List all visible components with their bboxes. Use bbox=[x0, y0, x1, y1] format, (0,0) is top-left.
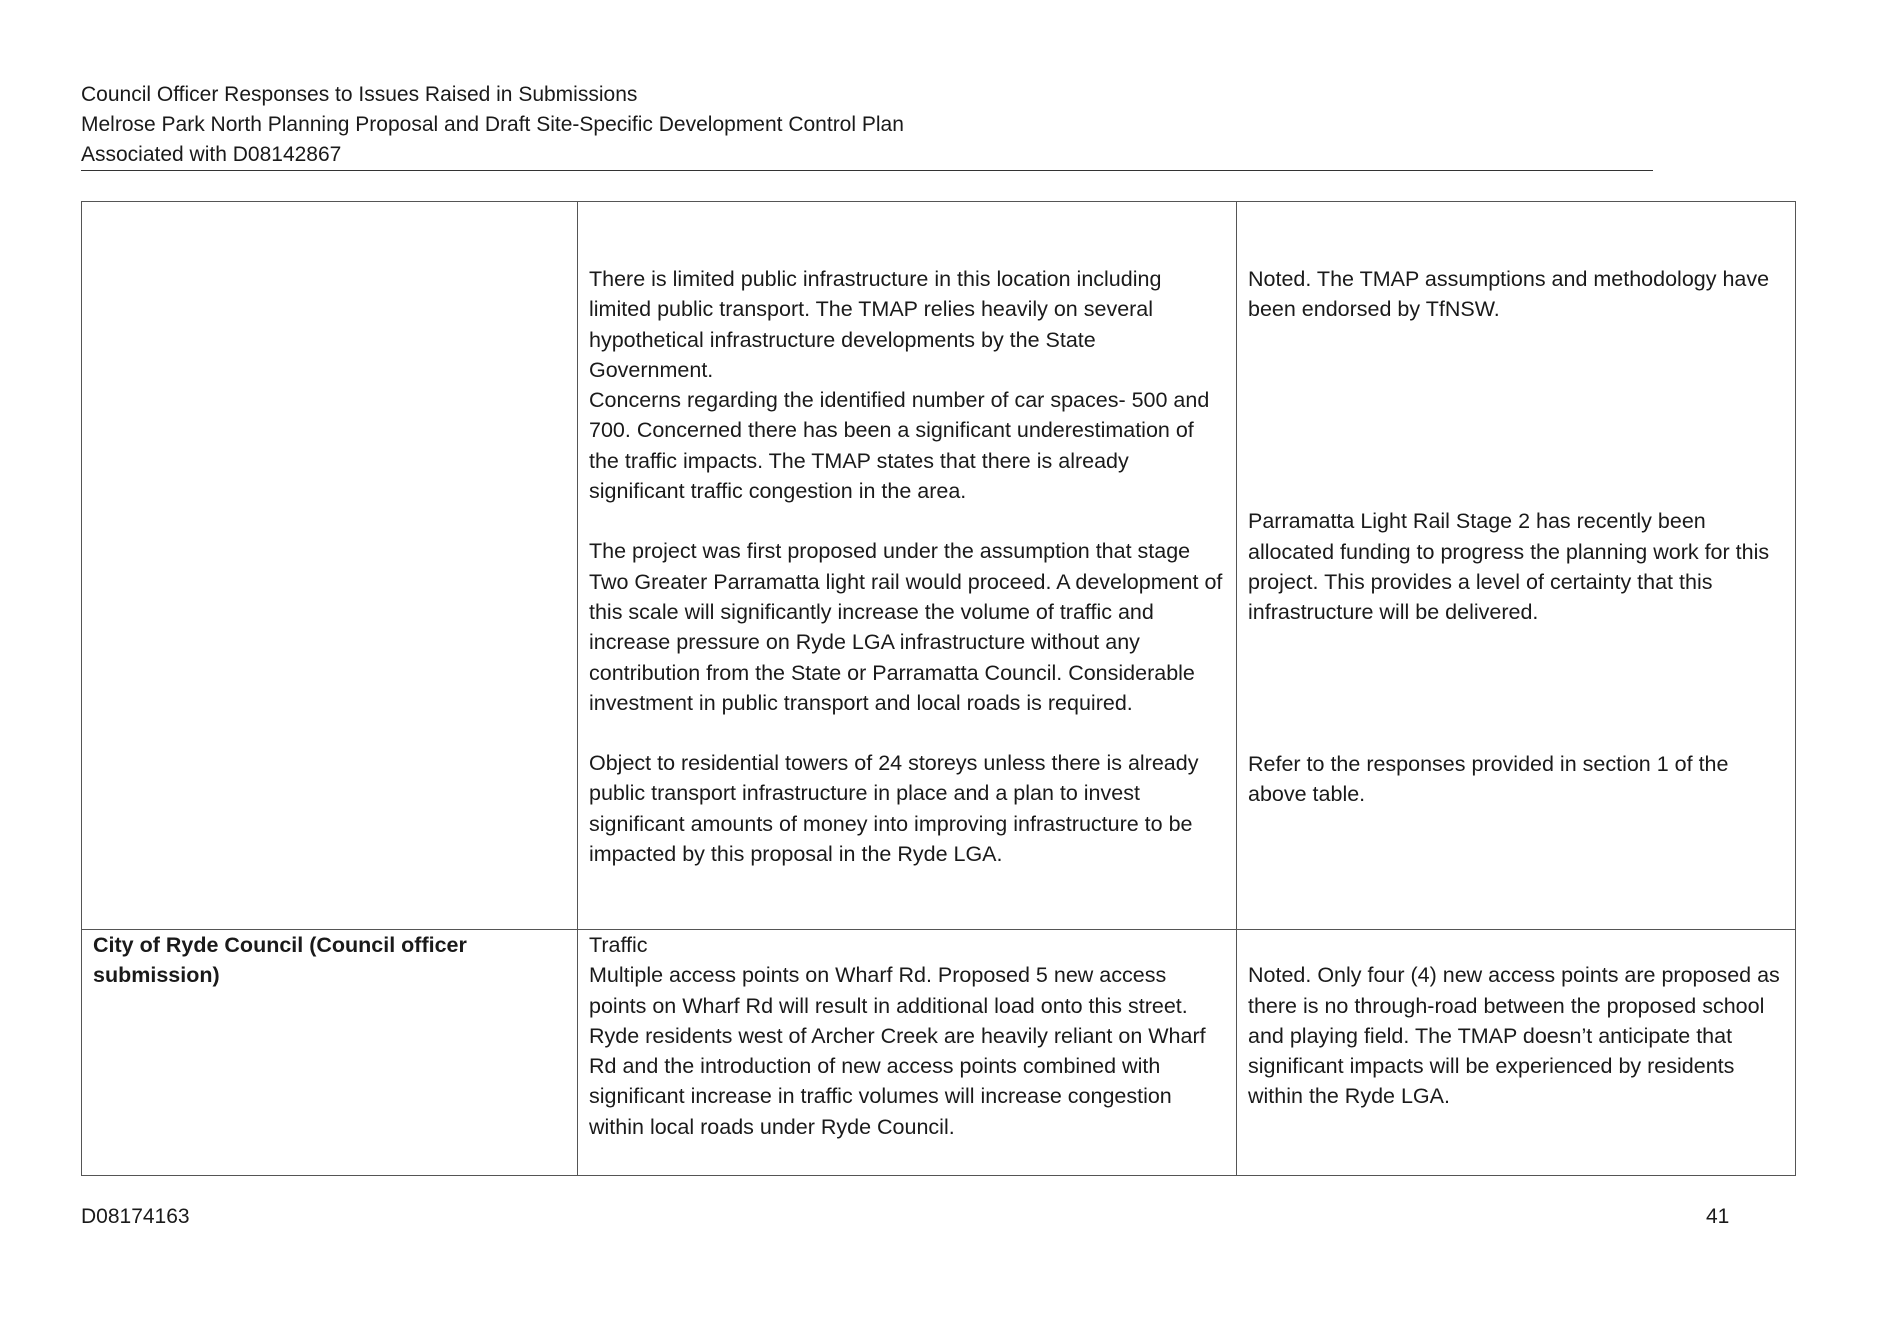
header-title: Council Officer Responses to Issues Raised in Submissions bbox=[81, 83, 638, 106]
header-subtitle: Melrose Park North Planning Proposal and Draft Site-Specific Development Control Plan bbox=[81, 113, 904, 136]
issue-heading: Traffic bbox=[589, 933, 648, 957]
issue-text: There is limited public infrastructure in this location including limited public transport. The TMAP relies heavily on several hypothetical infrastructure developments by the State Government. bbox=[589, 267, 1162, 382]
header-reference: Associated with D08142867 bbox=[81, 143, 342, 166]
page-number: 41 bbox=[1706, 1205, 1730, 1228]
header-divider bbox=[81, 170, 1653, 171]
response-cell bbox=[1237, 930, 1796, 1176]
submitter-cell bbox=[82, 930, 578, 1176]
submissions-table bbox=[81, 201, 1796, 1176]
response-text: Refer to the responses provided in section 1 of the above table. bbox=[1248, 751, 1729, 807]
issues-cell bbox=[578, 202, 1237, 930]
document-header bbox=[81, 80, 1653, 170]
issue-text: Object to residential towers of 24 storeys unless there is already public transport infrastructure in place and a plan to invest significant amounts of money into improving infrastructure to be impacted by this proposal in the Ryde LGA. bbox=[589, 751, 1199, 867]
response-text: Parramatta Light Rail Stage 2 has recently been allocated funding to progress the planning work for this project. This provides a level of certainty that this infrastructure will be delivered. bbox=[1248, 509, 1770, 625]
issue-text: Concerns regarding the identified number of car spaces- 500 and 700. Concerned there has been a significant underestimation of the traffic impacts. The TMAP states that there is already significant traffic congestion in the area. bbox=[589, 388, 1210, 504]
issue-text: The project was first proposed under the assumption that stage Two Greater Parramatta light rail would proceed. A development of this scale will significantly increase the volume of traffic and increase pressure on Ryde LGA infrastructure without any contribution from the State or Parramatta Council. Considerable investment in public transport and local roads is required. bbox=[589, 539, 1223, 715]
response-text: Noted. The TMAP assumptions and methodology have been endorsed by TfNSW. bbox=[1248, 267, 1770, 322]
issues-cell bbox=[578, 930, 1237, 1176]
submitter-cell bbox=[82, 202, 578, 930]
table-row bbox=[82, 930, 1796, 1176]
table-row bbox=[82, 202, 1796, 930]
issue-text: Multiple access points on Wharf Rd. Proposed 5 new access points on Wharf Rd will result in additional load onto this street. Ryde residents west of Archer Creek are heavily reliant on Wharf Rd and the introduction of new access points combined with significant increase in traffic volumes will increase congestion within local roads under Ryde Council. bbox=[589, 963, 1206, 1139]
response-text: Noted. Only four (4) new access points are proposed as there is no through-road between the proposed school and playing field. The TMAP doesn’t anticipate that significant impacts will be experienced by residents within the Ryde LGA. bbox=[1248, 963, 1780, 1109]
footer-document-id: D08174163 bbox=[81, 1205, 190, 1228]
submitter-name: City of Ryde Council (Council officer submission) bbox=[93, 933, 467, 988]
response-cell bbox=[1237, 202, 1796, 930]
